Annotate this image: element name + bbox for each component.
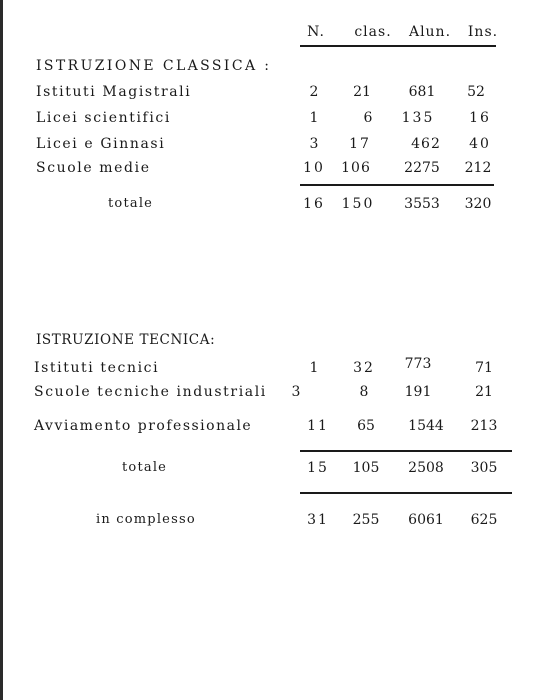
classica-total-rule: [300, 184, 494, 186]
cell-ins: 52: [467, 84, 485, 100]
cell-n: 1: [309, 360, 319, 376]
section-title-classica: ISTRUZIONE CLASSICA :: [36, 58, 272, 74]
cell-n: 1: [309, 110, 319, 126]
row-label: Licei e Ginnasi: [36, 136, 166, 152]
cell-ins: 213: [470, 418, 498, 434]
row-label: Scuole medie: [36, 160, 151, 176]
cell-alun: 1544: [408, 418, 444, 434]
cell-alun: 773: [404, 356, 432, 372]
total-label: totale: [108, 196, 154, 211]
cell-n: 2: [309, 84, 319, 100]
cell-clas: 65: [357, 418, 375, 434]
page-edge: [0, 0, 3, 700]
cell-ins: 16: [469, 110, 491, 126]
cell-n: 16: [303, 196, 325, 212]
section-title-tecnica: ISTRUZIONE TECNICA:: [36, 332, 216, 348]
tecnica-total-rule: [300, 450, 512, 452]
total-label: totale: [122, 460, 168, 475]
cell-clas: 21: [353, 84, 371, 100]
cell-ins: 40: [469, 136, 491, 152]
row-label: Istituti tecnici: [34, 360, 160, 376]
cell-ins: 305: [470, 460, 498, 476]
cell-n: 11: [307, 418, 329, 434]
grand-total-rule: [300, 492, 512, 494]
cell-alun: 191: [404, 384, 432, 400]
header-rule: [300, 45, 496, 47]
header-n: N.: [307, 24, 325, 40]
cell-alun: 6061: [408, 512, 444, 528]
cell-clas: 17: [349, 136, 371, 152]
cell-alun: 3553: [404, 196, 440, 212]
cell-n: 10: [303, 160, 325, 176]
cell-ins: 320: [464, 196, 492, 212]
cell-n: 3: [309, 136, 319, 152]
cell-clas: 6: [363, 110, 373, 126]
header-alun: Alun.: [408, 24, 452, 40]
row-label: Licei scientifici: [36, 110, 171, 126]
cell-alun: 462: [411, 136, 441, 152]
cell-alun: 681: [408, 84, 436, 100]
cell-alun: 135: [401, 110, 435, 126]
cell-n: 15: [307, 460, 329, 476]
cell-clas: 32: [353, 360, 375, 376]
cell-ins: 212: [464, 160, 492, 176]
cell-clas: 8: [359, 384, 369, 400]
row-label: Istituti Magistrali: [36, 84, 192, 100]
cell-ins: 625: [470, 512, 498, 528]
cell-alun: 2275: [404, 160, 440, 176]
cell-ins: 71: [475, 360, 493, 376]
row-label: Scuole tecniche industriali: [34, 384, 267, 400]
cell-n: 31: [307, 512, 329, 528]
grand-total-label: in complesso: [96, 512, 196, 527]
cell-clas: 150: [341, 196, 375, 212]
row-label: Avviamento professionale: [34, 418, 253, 434]
header-clas: clas.: [354, 24, 392, 40]
cell-n: 3: [291, 384, 301, 400]
cell-clas: 106: [341, 160, 371, 176]
header-ins: Ins.: [467, 24, 499, 40]
cell-clas: 105: [352, 460, 380, 476]
cell-ins: 21: [475, 384, 493, 400]
cell-alun: 2508: [408, 460, 444, 476]
cell-clas: 255: [352, 512, 380, 528]
